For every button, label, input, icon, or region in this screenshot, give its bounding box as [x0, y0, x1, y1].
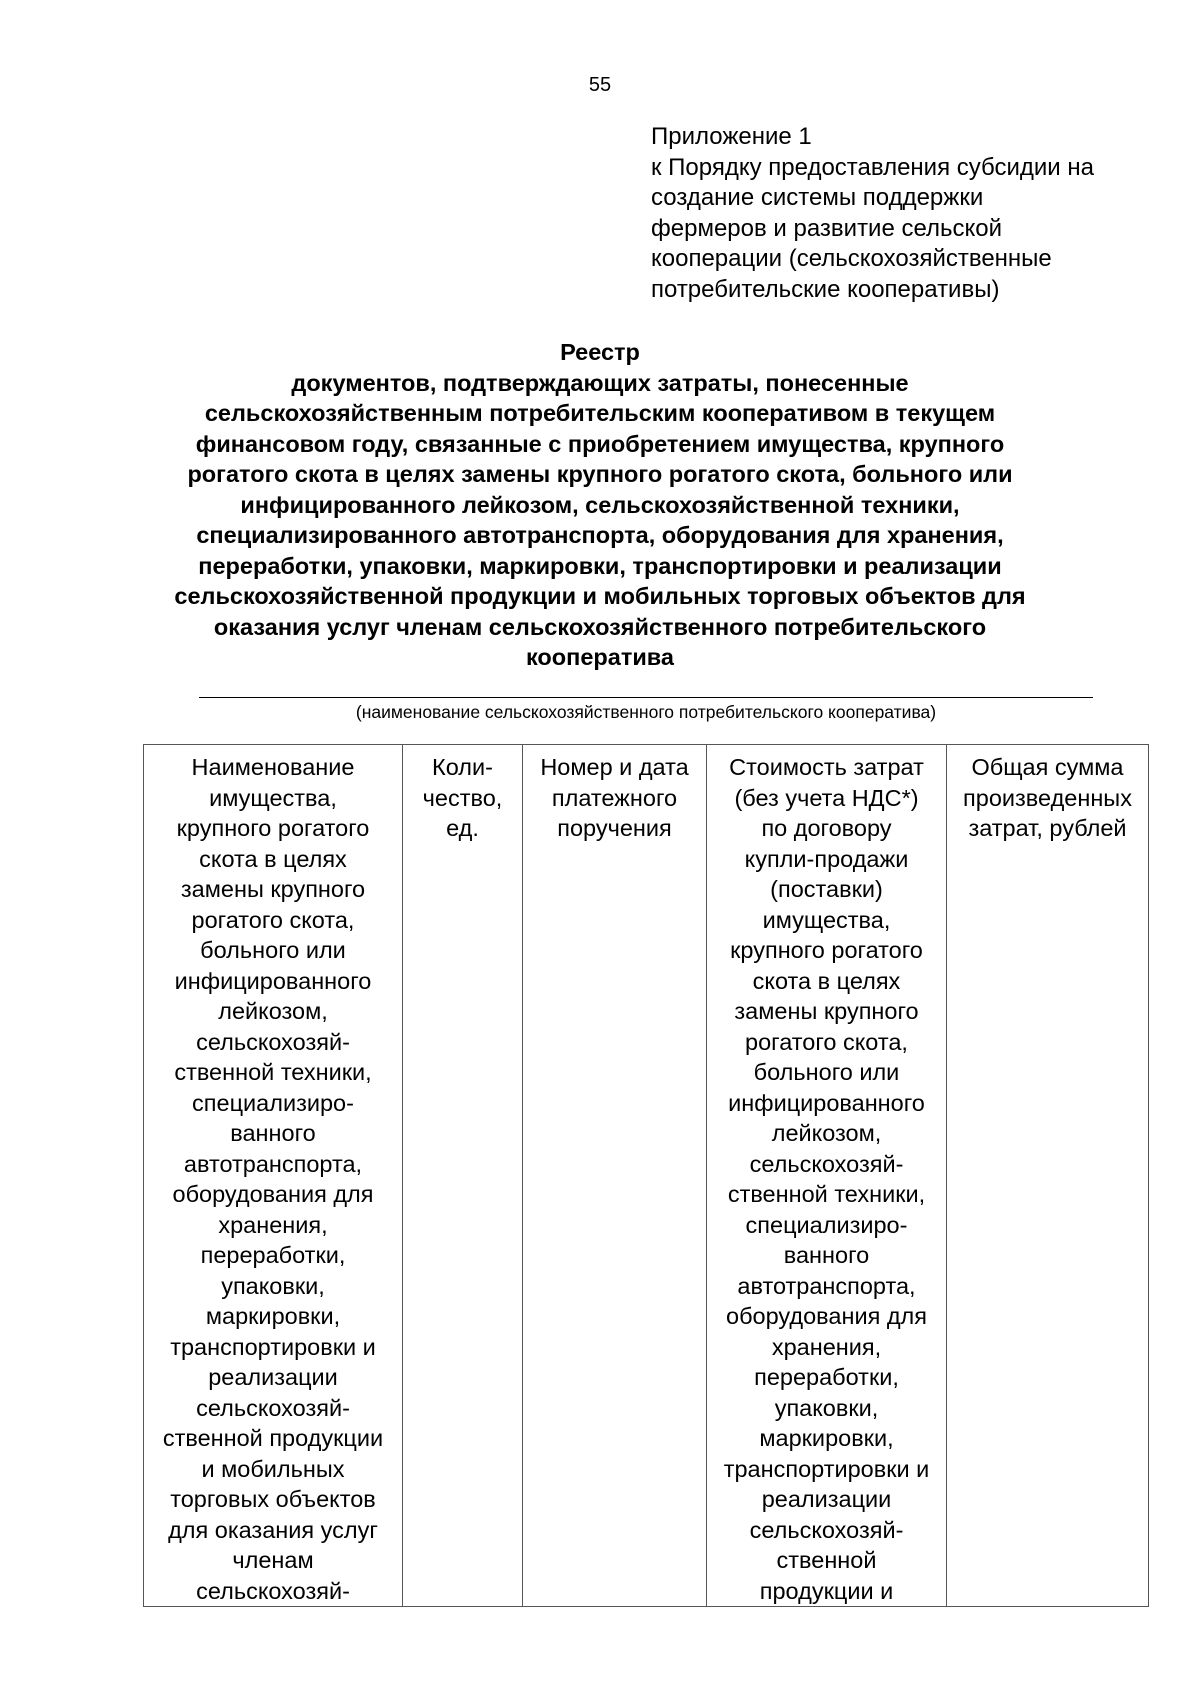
- registry-table: [143, 744, 1149, 1607]
- title-line: специализированного автотранспорта, оборудования для хранения,: [196, 522, 1004, 548]
- appendix-block: [651, 122, 1171, 305]
- title-line: переработки, упаковки, маркировки, транспортировки и реализации: [198, 552, 1002, 579]
- header-cell-quantity: Коли- чество, ед.: [403, 745, 523, 1607]
- title-line: финансовом году, связанные с приобретением имущества, крупного: [195, 430, 1005, 457]
- organization-caption: (наименование сельскохозяйственного потребительского кооператива): [355, 702, 937, 722]
- header-cell-name: Наименование имущества, крупного рогатого скота в целях замены крупного рогатого скота, больного или инфицированного лейкозом, сельскохозяй- ственной техники, специализиро- ванного автотранспорта, оборудования для хранения, переработки, упаковки, маркировки, транспортировки и реализации сельскохозяй- ственной продукции и мобильных торговых объектов для оказания услуг членам сельскохозяй-: [144, 745, 403, 1607]
- title-line: документов, подтверждающих затраты, понесенные: [291, 369, 909, 396]
- appendix-line: кооперации (сельскохозяйственные: [651, 245, 1052, 272]
- page-number: 55: [588, 74, 612, 96]
- title-line: Реестр: [560, 339, 640, 365]
- header-cell-total-amount: Общая сумма произведенных затрат, рублей: [947, 745, 1149, 1607]
- title-line: сельскохозяйственным потребительским кооперативом в текущем: [204, 400, 996, 426]
- title-line: инфицированного лейкозом, сельскохозяйственной техники,: [240, 491, 960, 518]
- table-header-row: [144, 745, 1149, 1607]
- organization-name-line: [199, 697, 1093, 698]
- appendix-line: фермеров и развитие сельской: [651, 214, 1003, 242]
- header-cell-payment-order: Номер и дата платежного поручения: [523, 745, 707, 1607]
- appendix-line: Приложение 1: [651, 123, 812, 150]
- title-line: оказания услуг членам сельскохозяйственного потребительского: [213, 613, 987, 640]
- appendix-line: создание системы поддержки: [651, 184, 984, 211]
- title-line: рогатого скота в целях замены крупного рогатого скота, больного или: [187, 461, 1013, 487]
- header-cell-cost: Стоимость затрат (без учета НДС*) по договору купли-продажи (поставки) имущества, крупного рогатого скота в целях замены крупного рогатого скота, больного или инфицированного лейкозом, сельскохозяй- ственной техники, специализиро- ванного автотранспорта, оборудования для хранения, переработки, упаковки, маркировки, транспортировки и реализации сельскохозяй- ственной продукции и: [707, 745, 947, 1607]
- appendix-line: потребительские кооперативы): [651, 275, 1000, 303]
- appendix-line: к Порядку предоставления субсидии на: [651, 153, 1094, 181]
- title-line: кооператива: [525, 644, 674, 670]
- title-line: сельскохозяйственной продукции и мобильных торговых объектов для: [174, 583, 1026, 609]
- document-title: [150, 337, 1050, 673]
